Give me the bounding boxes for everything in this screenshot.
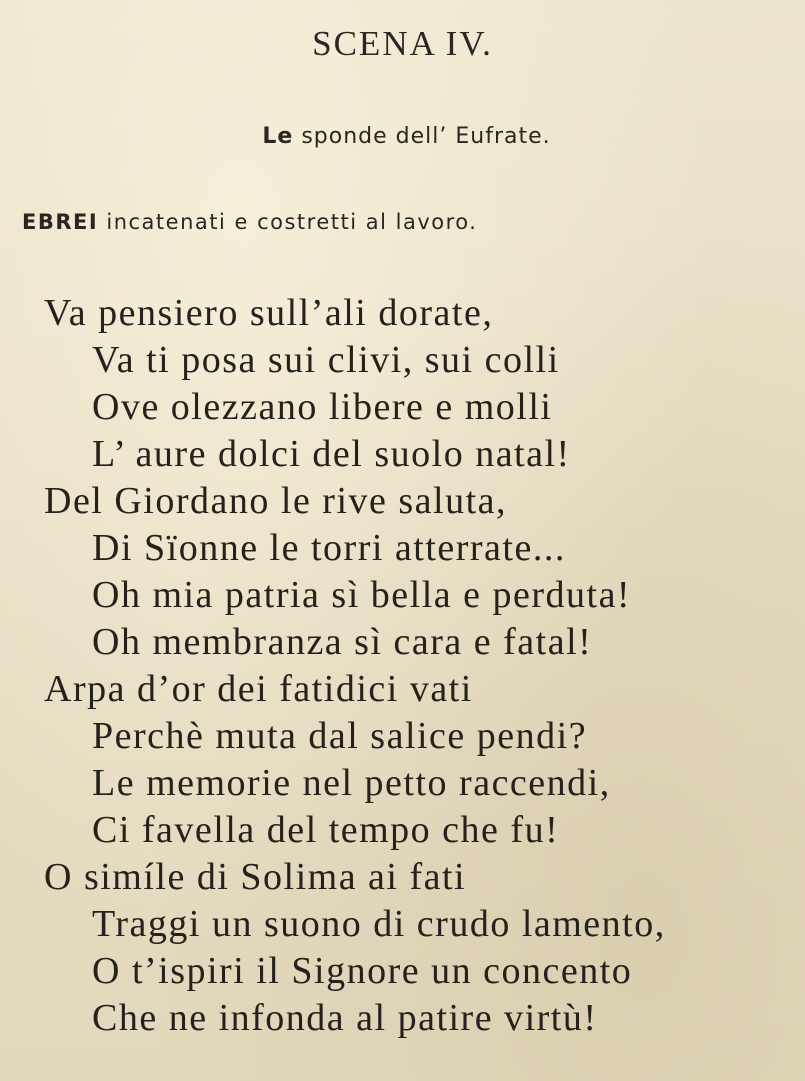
verse-line: Va ti posa sui clivi, sui colli [92, 339, 560, 381]
stage-direction [22, 210, 477, 234]
setting-text: sponde dell’ Eufrate. [293, 124, 551, 149]
character-name: EBREI [22, 210, 99, 234]
setting-article: Le [262, 124, 294, 149]
verse-line: O t’ispiri il Signore un concento [92, 950, 633, 992]
verse-line: L’ aure dolci del suolo natal! [92, 433, 571, 475]
verse-line: Ci favella del tempo che fu! [92, 809, 560, 851]
verse-line: Oh membranza sì cara e fatal! [92, 621, 593, 663]
verse-line: Di Sïonne le torri atterrate... [92, 527, 566, 569]
verse-line: Perchè muta dal salice pendi? [92, 715, 588, 757]
stage-direction-text: incatenati e costretti al lavoro. [98, 210, 478, 234]
verse-line: Le memorie nel petto raccendi, [92, 762, 611, 804]
scene-setting [0, 124, 805, 149]
verse-line: O simíle di Solima ai fati [44, 856, 467, 898]
verse-line: Traggi un suono di crudo lamento, [92, 903, 666, 945]
verse-line: Che ne infonda al patire virtù! [92, 997, 598, 1039]
scene-title: SCENA IV. [312, 24, 493, 63]
verse-line: Del Giordano le rive saluta, [44, 480, 508, 522]
verse-line: Arpa d’or dei fatidici vati [44, 668, 473, 710]
verse-line: Ove olezzano libere e molli [92, 386, 553, 428]
verse-line: Va pensiero sull’ali dorate, [44, 292, 494, 334]
verse-line: Oh mia patria sì bella e perduta! [92, 574, 632, 616]
